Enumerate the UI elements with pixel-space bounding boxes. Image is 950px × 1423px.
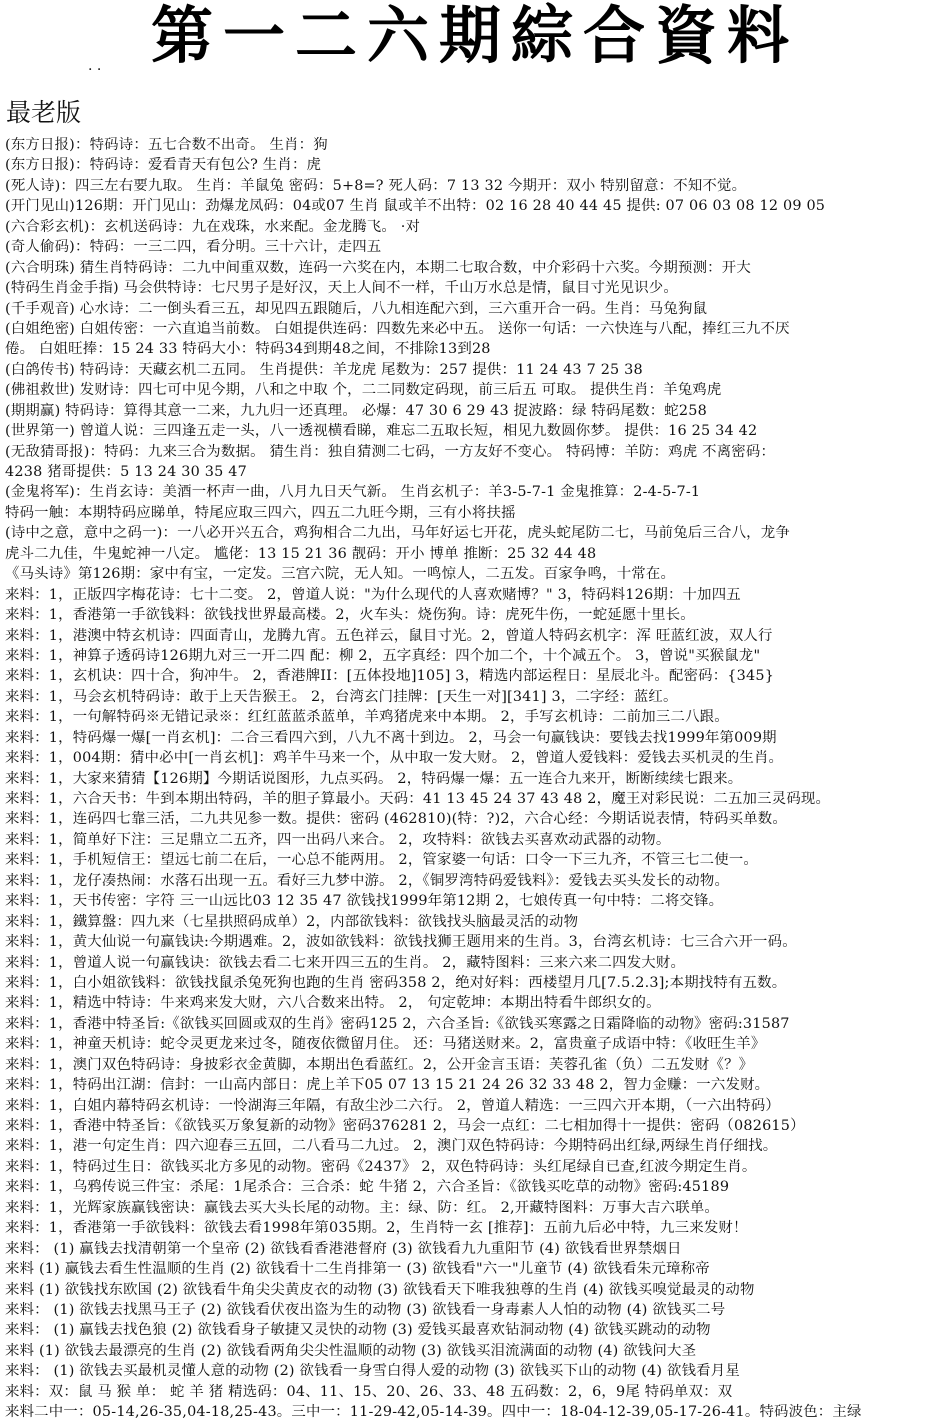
text-line: 来料：1，六合天书：牛到本期出特码，羊的胆子算最小。天码：41 13 45 24 37 43 48 2，魔王对彩民说：二五加三灵码现。	[5, 791, 831, 807]
text-line: 来料：1，一句解特码※无错记录※：红红蓝蓝杀蓝单，羊鸡猪虎来中本期。 2，手写玄机诗：二前加三二八跟。	[5, 709, 729, 726]
text-line: 来料：1，精选中特诗：牛来鸡来发大财，六八合数来出特。 2， 句定乾坤：本期出特看牛郎织女的。	[5, 995, 661, 1012]
text-line: 来料：1，澳门双色特码诗：身披彩衣金黄脚，本期出色看蓝红。2，公开金言玉语：芙蓉孔雀（负）二五发财《？》	[5, 1056, 754, 1073]
text-line: (六合彩玄机)：玄机送码诗：九在戏珠，水来配。金龙腾飞。 ·对	[5, 218, 421, 235]
text-line: 来料：1，香港中特圣旨：《欲钱买万象复新的动物》密码376281 2，马会一点红：二七相加得十一提供：密码（082615）	[5, 1118, 805, 1134]
decorative-dots: . .	[88, 58, 102, 74]
text-line: (奇人偷码)：特码：一三二四，看分明。三十六计，走四五	[5, 239, 382, 256]
text-line: (特码生肖金手指) 马会供特诗：七尺男子是好汉，天上人间不一样，千山万水总是情，鼠目寸光见识少。	[5, 280, 678, 297]
text-line: 来料：1，香港第一手欲钱料：欲钱去看1998年第035期。2，生肖特一玄 [推荐]：五前九后必中特，九三来发财！	[5, 1220, 748, 1237]
text-line: (东方日报)：特码诗：爱看青天有包公? 生肖：虎	[5, 157, 322, 174]
text-line: 来料：1，鐵算盤：四九来（七星拱照码成单）2，内部欲钱料：欲钱找头脑最灵活的动物	[5, 913, 579, 930]
text-line: 来料：1，香港第一手欲钱料：欲钱找世界最高楼。2，火车头：烧伤狗。诗：虎死牛伤，一蛇延愿十里长。	[5, 607, 695, 624]
text-line: 来料：1，光辉家族赢钱密诀：赢钱去买大头长尾的动物。主：绿、防：红。 2,开藏特图料：万事大吉六联单。	[5, 1199, 720, 1216]
text-line: 特码一触：本期特码应睇单，特尾应取三四六，四五二九旺今期，三有小将扶摇	[5, 504, 516, 521]
text-line: (白姐绝密) 白姐传密：一六直追当前数。 白姐提供连码：四数先来必中五。 送你一句话：一六快连与八配，捧红三九不厌	[5, 320, 790, 337]
text-line: 来料：1，特码过生日：欲钱买北方多见的动物。密码《2437》 2，双色特码诗：头红尾绿自已查,红波今期定生肖。	[5, 1158, 757, 1175]
text-line: 4238 猪哥提供：5 13 24 30 35 47	[5, 464, 247, 480]
text-line: (世界第一) 曾道人说：三四逢五走一头，八一透视横看睇，难忘二五取长短，相见九数圆你梦。 提供：16 25 34 42	[5, 423, 758, 440]
text-line: 来料：1，简单好下注：三足鼎立二五齐，四一出码八来合。 2，攻特料：欲钱去买喜欢动武器的动物。	[5, 831, 671, 848]
text-line: 来料：1，004期：猜中必中[一肖玄机]：鸡羊牛马来一个，从中取一发大财。 2，曾道人爱钱料：爱钱去买机灵的生肖。	[5, 750, 784, 767]
text-line: 来料：1，白姐内幕特码玄机诗：一怜湖海三年隔，有敌尘沙二六行。 2，曾道人精选：一三四六开本期，（一六出特码）	[5, 1097, 781, 1114]
text-line: (金鬼将军)：生肖玄诗：美酒一杯声一曲，八月九日天气新。 生肖玄机子：羊3-5-7-1 金鬼推算：2-4-5-7-1	[5, 484, 701, 501]
text-line: (六合明珠) 猜生肖特码诗：二九中间重双数，连码一六奖在内，本期二七取合数，中介彩码十六奖。今期预测：开大	[5, 259, 751, 276]
text-line: (无敌猜哥报)：特码：九来三合为数据。 猜生肖：独自猜测二七码，一方友好不变心。 特码博：羊防：鸡虎 不离密码：	[5, 443, 776, 460]
text-line: 来料：1，乌鸦传说三件宝：杀尾：1尾杀合：三合杀：蛇 牛猪 2，六合圣旨：《欲钱买吃草的动物》密码:45189	[5, 1179, 730, 1196]
text-line: 来料 (1) 欲钱去最漂亮的生肖 (2) 欲钱看两角尖尖性温顺的动物 (3) 欲钱买泪流满面的动物 (4) 欲钱问大圣	[5, 1342, 697, 1359]
text-line: 来料：1，神算子透码诗126期九对三一开二四 配：柳 2，五字真经：四个加二个，十个减五个。 3，曾说"买猴鼠龙"	[5, 647, 761, 664]
text-line: 来料：1，黄大仙说一句赢钱诀:今期遇难。2，波如欲钱料：欲钱找狮王题用来的生肖。3，台湾玄机诗：七三合六开一码。	[5, 934, 797, 951]
text-line: 来料：1，白小姐欲钱料：欲钱找鼠杀兔死狗也跑的生肖 密码358 2，绝对好料：西楼望月几[7.5.2.3];本期找特有五数。	[5, 974, 787, 991]
text-line: 来料：1，马会玄机特码诗：敢于上天告猴王。 2，台湾玄门挂牌：[天生一对][341] 3，二字经：蓝红。	[5, 688, 678, 705]
text-line: (白鸽传书) 特码诗：天藏玄机二五同。 生肖提供：羊龙虎 尾数为：257 提供：11 24 43 7 25 38	[5, 361, 643, 378]
text-line: 来料：1，神童天机诗：蛇令灵更龙来过冬，随夜依微留月住。 还：马猪送财来。2，富贵童子成语中特：《收旺生羊》	[5, 1036, 766, 1053]
text-line: 来料：1，龙仔凑热闹：水落石出现一五。看好三九梦中游。 2，《铜罗湾特码爱钱料》：爱钱去买头发长的动物。	[5, 872, 730, 889]
text-line: 来料：1，玄机诀：四十合，狗冲牛。 2，香港牌II：[五体投地]105] 3，精选内部运程日：星辰北斗。配密码：{345}	[5, 668, 775, 685]
text-line: 倦。 白姐旺捧：15 24 33 特码大小：特码34到期48之间，不排除13到28	[5, 341, 491, 358]
text-line: 来料：1，特码爆一爆[一肖玄机]：二合三看四六到，八九不离十到边。 2，马会一句赢钱诀：要钱去找1999年第009期	[5, 729, 777, 746]
text-line: 来料：1，香港中特圣旨:《欲钱买回圆或双的生肖》密码125 2，六合圣旨:《欲钱买寒露之日霜降临的动物》密码:31587	[5, 1015, 790, 1032]
text-line: (东方日报)：特码诗：五七合数不出奇。 生肖：狗	[5, 137, 328, 153]
text-line: 《马头诗》第126期：家中有宝，一定发。三宫六院，无人知。一鸣惊人，二五发。百家争鸣，十常在。	[5, 566, 676, 583]
text-line: (开门见山)126期：开门见山：劲爆龙凤码：04或07 生肖 鼠或羊不出特：02 16 28 40 44 45 提供: 07 06 03 08 12 09 05	[5, 198, 826, 215]
text-line: (期期赢) 特码诗：算得其意一二来，九九归一还真理。 必爆：47 30 6 29 43 捉波路：绿 特码尾数：蛇258	[5, 402, 707, 419]
text-line: (死人诗)：四三左右要九取。 生肖：羊鼠兔 密码：5+8=? 死人码：7 13 32 今期开：双小 特别留意：不知不觉。	[5, 177, 747, 194]
text-line: (诗中之意，意中之码一)：一八必开兴五合，鸡狗相合二九出，马年好运七开花，虎头蛇尾防二七，马前兔后三合八，龙争	[5, 525, 790, 542]
text-lines	[5, 135, 947, 1423]
text-line: 来料：1，特码出江湖：信封：一山高内部日：虎上羊下05 07 13 15 21 24 26 32 33 48 2，智力金赚：一六发财。	[5, 1077, 770, 1094]
text-line: 来料：1，曾道人说一句赢钱诀：欲钱去看二七来开四三五的生肖。 2，藏特图料：三来六来二四发大财。	[5, 954, 686, 971]
text-line: 来料：1，港澳中特玄机诗：四面青山，龙腾九宵。五色祥云，鼠目寸光。2，曾道人特码玄机字：浑 旺蓝红波，双人行	[5, 627, 773, 644]
text-line: 来料： (1) 欲钱去找黑马王子 (2) 欲钱看伏夜出盗为生的动物 (3) 欲钱看一身毒素人人怕的动物 (4) 欲钱买二号	[5, 1301, 726, 1318]
text-line: 来料：1，港一句定生肖：四六迎春三五回，二八看马二九过。 2，澳门双色特码诗：今期特码出红绿,两绿生肖仔细找。	[5, 1138, 778, 1155]
text-line: 来料： (1) 赢钱去找清朝第一个皇帝 (2) 欲钱看香港港督府 (3) 欲钱看九九重阳节 (4) 欲钱看世界禁烟日	[5, 1240, 682, 1257]
text-line: 来料： (1) 欲钱去买最机灵懂人意的动物 (2) 欲钱看一身雪白得人爱的动物 (3) 欲钱买下山的动物 (4) 欲钱看月星	[5, 1363, 740, 1380]
text-line: 来料二中一：05-14,26-35,04-18,25-43。三中一：11-29-42,05-14-39。四中一：18-04-12-39,05-17-26-41。特码波色：主绿	[5, 1404, 862, 1421]
text-line: 来料： (1) 赢钱去找色狼 (2) 欲钱看身子敏捷又灵快的动物 (3) 爱钱买最喜欢钻洞动物 (4) 欲钱买跳动的动物	[5, 1322, 711, 1339]
text-line: (佛祖救世) 发财诗：四七可中见今期，八和之中取 个，二二同数定码现，前三后五 可取。 提供生肖：羊兔鸡虎	[5, 382, 722, 399]
text-line: 来料：双：鼠 马 猴 单： 蛇 羊 猪 精选码：04、11、15、20、26、33、48 五码数：2，6，9尾 特码单双：双	[5, 1383, 733, 1400]
text-line: 来料：1，天书传密：字符 三一山远比03 12 35 47 欲钱找1999年第12期 2，七娘传真一句中特：二将交锋。	[5, 893, 724, 910]
page-title: 第一二六期綜合資料	[150, 0, 799, 72]
text-line: 来料：1，连码四七靠三活，二九共见参一数。提供：密码 (462810)(特：?)2，六合心经：今期话说表情，特码买单数。	[5, 811, 787, 828]
text-line: 虎斗二九佳，牛鬼蛇神一八定。 尴佬：13 15 21 36 靓码：开小 博单 推断：25 32 44 48	[5, 545, 597, 562]
text-line: 来料：1，正版四字梅花诗：七十二变。 2，曾道人说："为什么现代的人喜欢赌博？" 3，特码料126期：十加四五	[5, 586, 741, 603]
edition-label: 最老版	[6, 98, 82, 127]
text-line: 来料 (1) 欲钱找东欧国 (2) 欲钱看牛角尖尖黄皮衣的动物 (3) 欲钱看天下唯我独尊的生肖 (4) 欲钱买嗅觉最灵的动物	[5, 1281, 755, 1298]
text-line: (千手观音) 心水诗：二一倒头看三五，却见四五跟随后，八九相连配六到，三六重开合一码。生肖：马兔狗鼠	[5, 300, 708, 317]
text-line: 来料 (1) 赢钱去看生性温顺的生肖 (2) 欲钱看十二生肖排第一 (3) 欲钱看"六一"儿童节 (4) 欲钱看朱元璋称帝	[5, 1261, 710, 1278]
text-line: 来料：1，手机短信王：望远七前二在后，一心总不能两用。 2，管家婆一句话：口令一下三九齐，不管三七二使一。	[5, 852, 759, 869]
text-line: 来料：1，大家来猜猜【126期】今期话说图形，九点买码。 2，特码爆一爆：五一连合九来开，断断续续七跟来。	[5, 770, 743, 787]
